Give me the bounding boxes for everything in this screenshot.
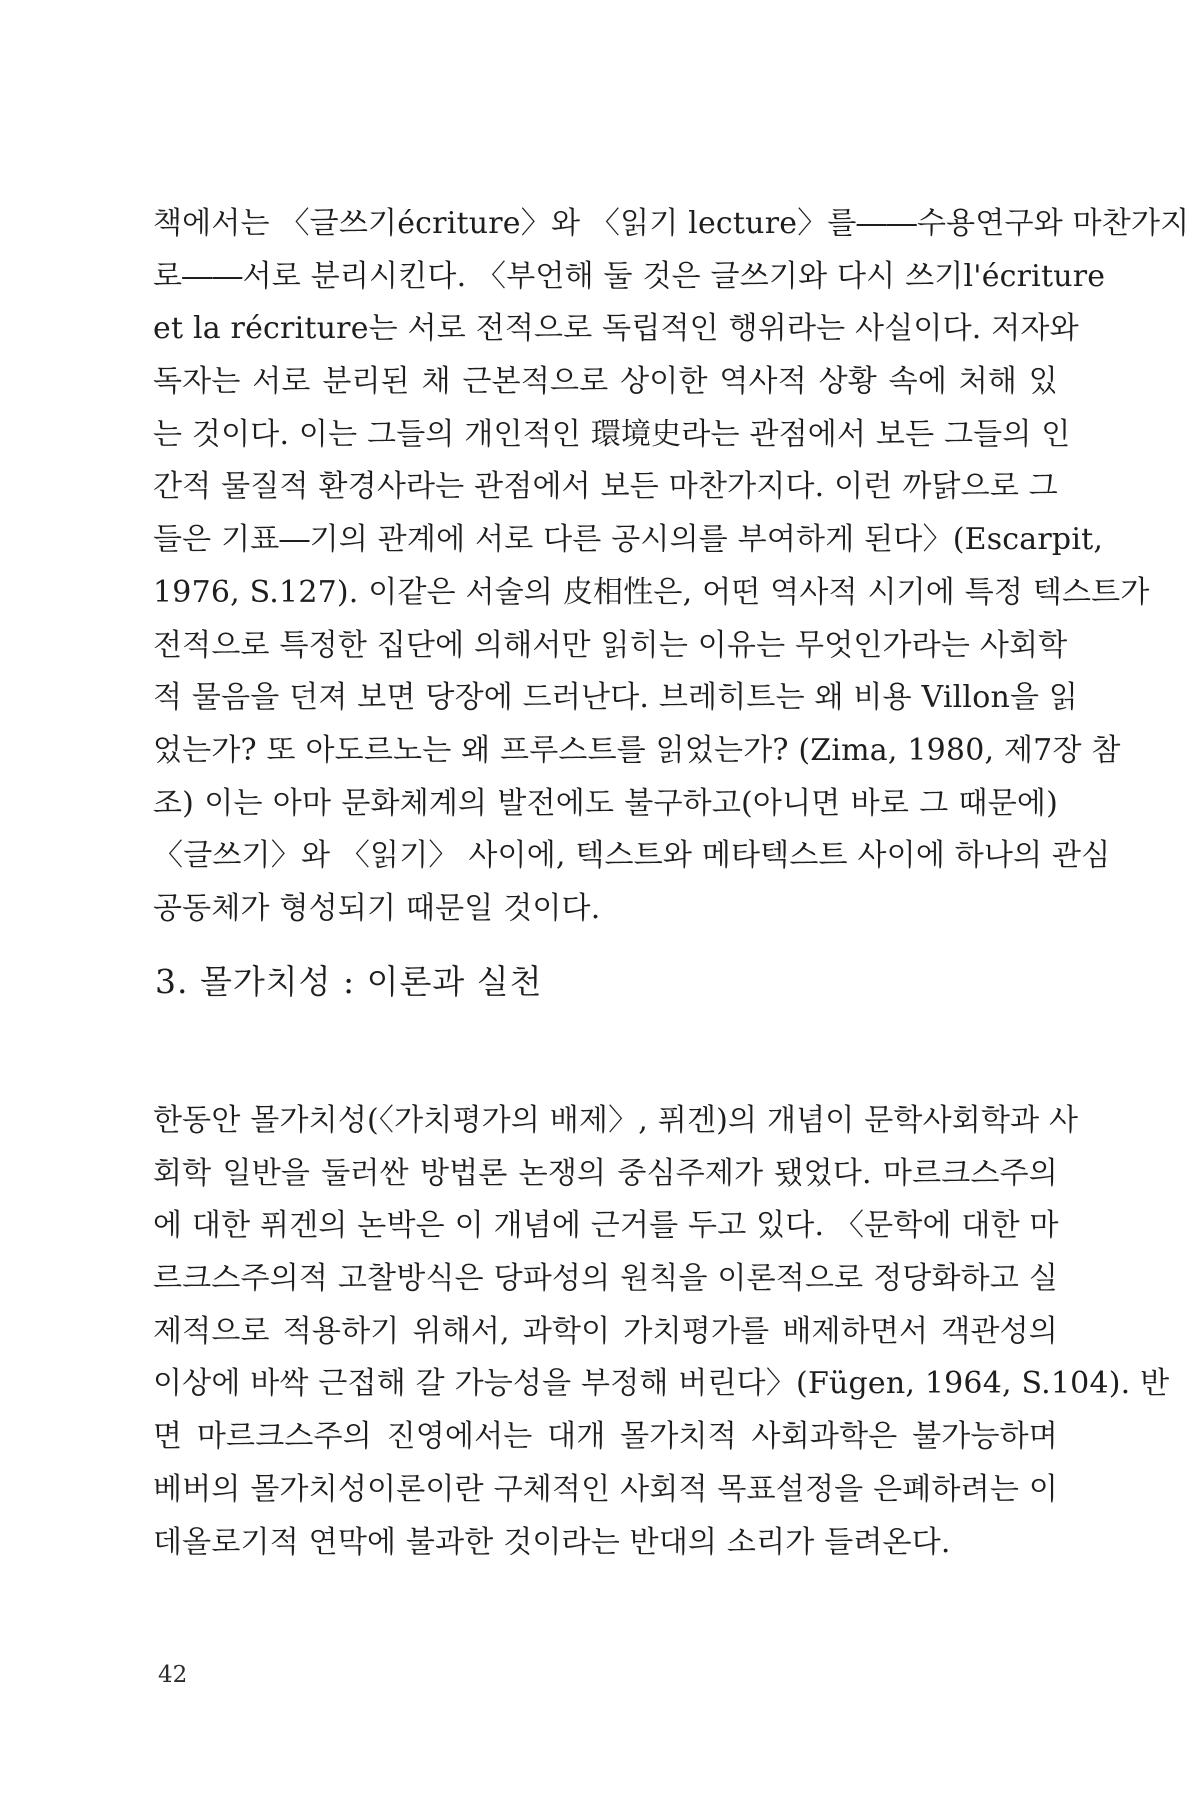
section-heading: 3. 몰가치성 : 이론과 실천 — [155, 962, 543, 1001]
text-line: 제적으로 적용하기 위해서, 과학이 가치평가를 배제하면서 객관성의 — [153, 1313, 1058, 1349]
text-line: 는 것이다. 이는 그들의 개인적인 環境史라는 관점에서 보든 그들의 인 — [153, 416, 1071, 452]
body-paragraph-2 — [153, 1095, 1170, 1569]
text-line: 〈글쓰기〉와 〈읽기〉 사이에, 텍스트와 메타텍스트 사이에 하나의 관심 — [153, 838, 1111, 874]
text-line: 었는가? 또 아도르노는 왜 프루스트를 읽었는가? (Zima, 1980, 제7장 참 — [153, 732, 1121, 768]
text-line: 르크스주의적 고찰방식은 당파성의 원칙을 이론적으로 정당화하고 실 — [153, 1261, 1058, 1297]
text-line: 베버의 몰가치성이론이란 구체적인 사회적 목표설정을 은폐하려는 이 — [153, 1471, 1058, 1507]
text-line: 독자는 서로 분리된 채 근본적으로 상이한 역사적 상황 속에 처해 있 — [153, 364, 1058, 400]
text-line: 데올로기적 연막에 불과한 것이라는 반대의 소리가 들려온다. — [153, 1524, 951, 1560]
text-line: 간적 물질적 환경사라는 관점에서 보든 마찬가지다. 이런 까닭으로 그 — [153, 469, 1058, 505]
text-line: 1976, S.127). 이같은 서술의 皮相性은, 어떤 역사적 시기에 특정 텍스트가 — [153, 574, 1150, 610]
text-line: et la récriture는 서로 전적으로 독립적인 행위라는 사실이다. 저자와 — [153, 311, 1079, 347]
text-line: 에 대한 퓌겐의 논박은 이 개념에 근거를 두고 있다. 〈문학에 대한 마 — [153, 1208, 1059, 1244]
body-paragraph-1 — [153, 198, 1190, 936]
text-line: 들은 기표―기의 관계에 서로 다른 공시의를 부여하게 된다〉(Escarpit, — [153, 522, 1104, 558]
text-line: 공동체가 형성되기 때문일 것이다. — [153, 890, 601, 926]
text-line: 전적으로 특정한 집단에 의해서만 읽히는 이유는 무엇인가라는 사회학 — [153, 627, 1068, 663]
text-line: 회학 일반을 둘러싼 방법론 논쟁의 중심주제가 됐었다. 마르크스주의 — [153, 1155, 1058, 1191]
page-number: 42 — [158, 1662, 188, 1688]
text-line: 조) 이는 아마 문화체계의 발전에도 불구하고(아니면 바로 그 때문에) — [153, 785, 1058, 821]
text-line: 한동안 몰가치성(〈가치평가의 배제〉, 퓌겐)의 개념이 문학사회학과 사 — [153, 1103, 1079, 1138]
text-line: 로――서로 분리시킨다. 〈부언해 둘 것은 글쓰기와 다시 쓰기l'écriture — [153, 258, 1106, 294]
text-line: 적 물음을 던져 보면 당장에 드러난다. 브레히트는 왜 비용 Villon을 읽 — [153, 680, 1079, 716]
text-line: 이상에 바싹 근접해 갈 가능성을 부정해 버린다〉(Fügen, 1964, S.104). 반 — [153, 1366, 1170, 1402]
text-line: 면 마르크스주의 진영에서는 대개 몰가치적 사회과학은 불가능하며 — [153, 1419, 1058, 1455]
text-line: 책에서는 〈글쓰기écriture〉와 〈읽기 lecture〉를――수용연구와 마찬가지 — [153, 206, 1190, 241]
